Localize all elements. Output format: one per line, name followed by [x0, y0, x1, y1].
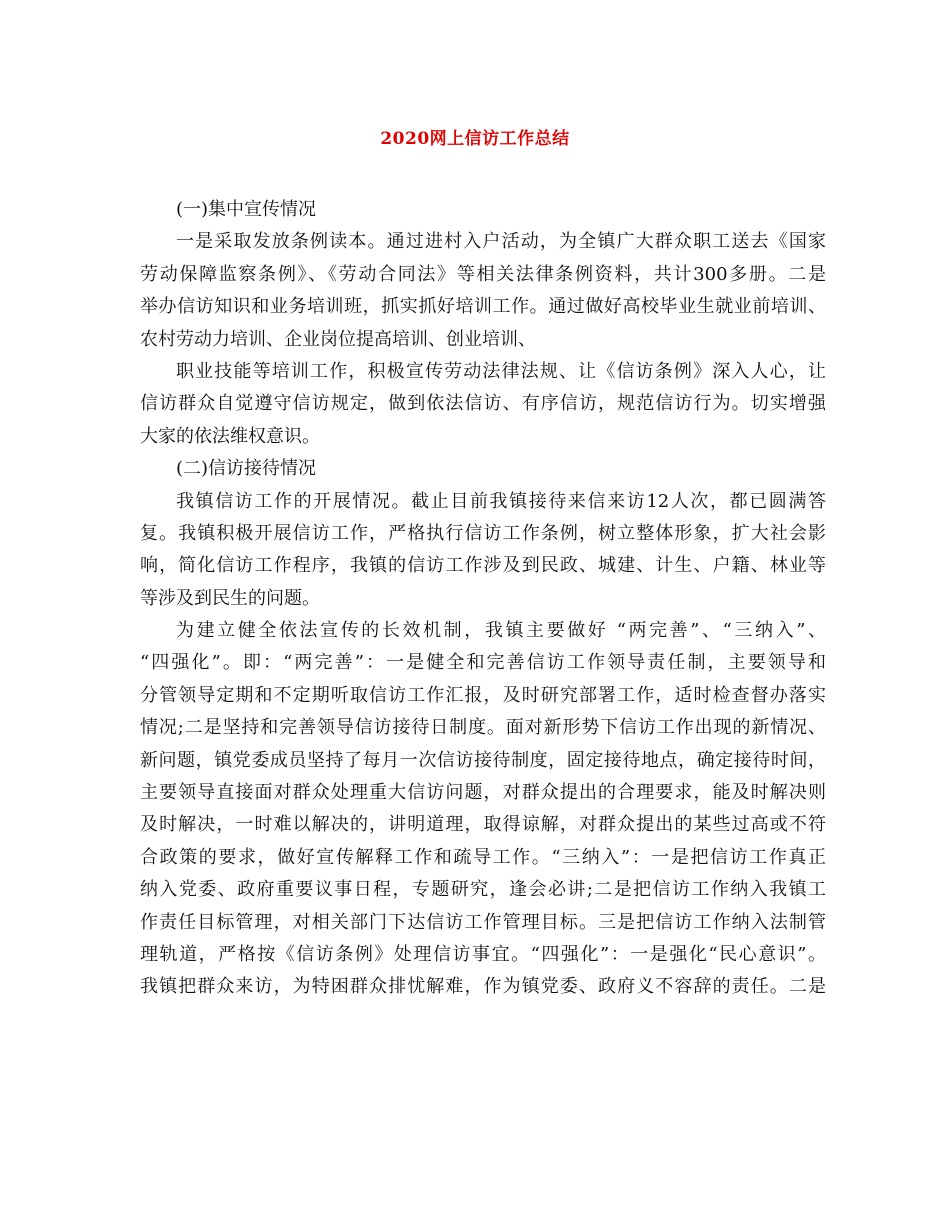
document-body	[140, 194, 826, 1004]
paragraph-line: 纳入党委、政府重要议事日程，专题研究，逢会必讲;二是把信访工作纳入我镇工	[140, 879, 826, 901]
paragraph-line: 等涉及到民生的问题。	[140, 587, 320, 609]
paragraph-line: 新问题，镇党委成员坚持了每月一次信访接待制度，固定接待地点，确定接待时间，	[140, 749, 826, 771]
paragraph-line: 理轨道，严格按《信访条例》处理信访事宜。“四强化”：一是强化“民心意识”。	[140, 943, 826, 965]
paragraph-line: 我镇信访工作的开展情况。截止目前我镇接待来信来访12人次，都已圆满答	[176, 490, 826, 512]
paragraph-line: 大家的依法维权意识。	[140, 425, 320, 447]
paragraph-line: 农村劳动力培训、企业岗位提高培训、创业培训、	[140, 328, 536, 350]
paragraph-line: 我镇把群众来访，为特困群众排忧解难，作为镇党委、政府义不容辞的责任。二是	[140, 976, 826, 998]
paragraph-line: 主要领导直接面对群众处理重大信访问题，对群众提出的合理要求，能及时解决则	[140, 782, 826, 804]
section-heading-2: (二)信访接待情况	[176, 458, 317, 480]
paragraph-line: 复。我镇积极开展信访工作，严格执行信访工作条例，树立整体形象，扩大社会影	[140, 522, 826, 544]
paragraph-line: 劳动保障监察条例》、《劳动合同法》等相关法律条例资料，共计300多册。二是	[140, 263, 826, 285]
paragraph-line: 情况;二是坚持和完善领导信访接待日制度。面对新形势下信访工作出现的新情况、	[140, 717, 826, 739]
paragraph-line: 合政策的要求，做好宣传解释工作和疏导工作。“三纳入”：一是把信访工作真正	[140, 846, 826, 868]
paragraph-line: 职业技能等培训工作，积极宣传劳动法律法规、让《信访条例》深入人心，让	[176, 360, 826, 382]
paragraph-line: 分管领导定期和不定期听取信访工作汇报，及时研究部署工作，适时检查督办落实	[140, 684, 826, 706]
paragraph-line: 及时解决，一时难以解决的，讲明道理，取得谅解，对群众提出的某些过高或不符	[140, 814, 826, 836]
paragraph-line: 举办信访知识和业务培训班，抓实抓好培训工作。通过做好高校毕业生就业前培训、	[140, 296, 826, 318]
section-heading-1: (一)集中宣传情况	[176, 199, 317, 220]
paragraph-line: “四强化”。即：“两完善”：一是健全和完善信访工作领导责任制，主要领导和	[140, 652, 826, 674]
paragraph-line: 一是采取发放条例读本。通过进村入户活动，为全镇广大群众职工送去《国家	[176, 231, 826, 253]
paragraph-line: 信访群众自觉遵守信访规定，做到依法信访、有序信访，规范信访行为。切实增强	[140, 393, 826, 415]
paragraph-line: 为建立健全依法宣传的长效机制，我镇主要做好 “两完善”、“三纳入”、	[176, 620, 826, 642]
paragraph-line: 响，简化信访工作程序，我镇的信访工作涉及到民政、城建、计生、户籍、林业等	[140, 555, 826, 577]
paragraph-line: 作责任目标管理，对相关部门下达信访工作管理目标。三是把信访工作纳入法制管	[140, 911, 826, 933]
document-title: 2020网上信访工作总结	[380, 129, 570, 149]
